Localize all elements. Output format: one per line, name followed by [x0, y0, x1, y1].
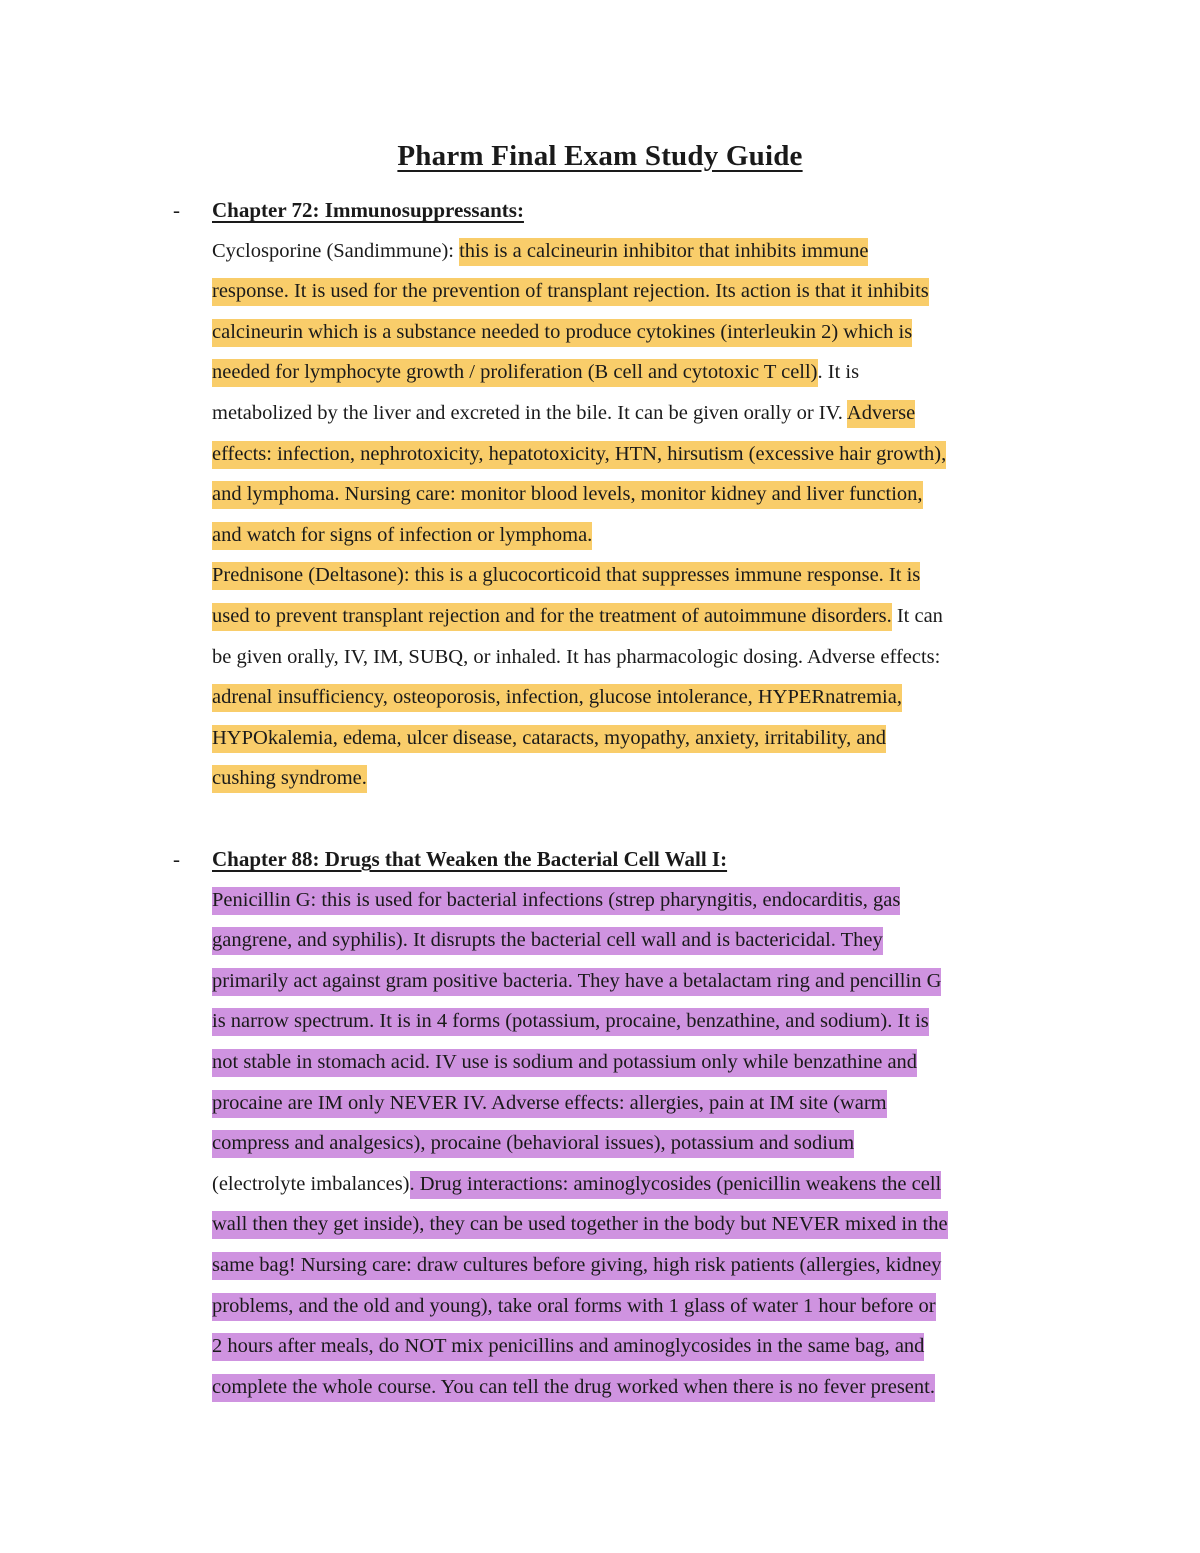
- page-title: Pharm Final Exam Study Guide: [397, 140, 803, 172]
- text-line: [212, 920, 1062, 961]
- highlighted-text: not stable in stomach acid. IV use is sodium and potassium only while benzathine and: [212, 1049, 917, 1077]
- plain-text: metabolized by the liver and excreted in the bile. It can be given orally or IV.: [212, 401, 847, 424]
- text-line: [212, 515, 1062, 556]
- highlighted-text: Prednisone (Deltasone): this is a glucocorticoid that suppresses immune response. It is: [212, 562, 920, 590]
- text-line: [212, 596, 1062, 637]
- highlighted-text: needed for lymphocyte growth / proliferation (B cell and cytotoxic T cell): [212, 359, 818, 387]
- text-line: [212, 1326, 1062, 1367]
- plain-text: (electrolyte imbalances): [212, 1172, 410, 1195]
- text-line: [212, 677, 1062, 718]
- text-line: [212, 1001, 1062, 1042]
- text-line: [212, 393, 1062, 434]
- text-line: [212, 1245, 1062, 1286]
- section-body: [212, 880, 1062, 1408]
- highlighted-text: problems, and the old and young), take oral forms with 1 glass of water 1 hour before or: [212, 1293, 936, 1321]
- highlighted-text: Penicillin G: this is used for bacterial infections (strep pharyngitis, endocarditis, gas: [212, 887, 900, 915]
- highlighted-text: complete the whole course. You can tell the drug worked when there is no fever present.: [212, 1374, 935, 1402]
- highlighted-text: Adverse: [847, 400, 915, 428]
- text-line: [212, 555, 1062, 596]
- text-line: [212, 1042, 1062, 1083]
- text-line: [212, 474, 1062, 515]
- section-body: [212, 231, 1062, 799]
- plain-text: It can: [891, 604, 943, 627]
- highlighted-text: 2 hours after meals, do NOT mix penicillins and aminoglycosides in the same bag, and: [212, 1333, 924, 1361]
- highlighted-text: this is a calcineurin inhibitor that inhibits immune: [459, 238, 868, 266]
- plain-text: Cyclosporine (Sandimmune):: [212, 239, 460, 262]
- highlighted-text: compress and analgesics), procaine (behavioral issues), potassium and sodium: [212, 1130, 854, 1158]
- section-bullet: -: [173, 198, 180, 222]
- highlighted-text: HYPOkalemia, edema, ulcer disease, cataracts, myopathy, anxiety, irritability, and: [212, 725, 886, 753]
- text-line: [212, 312, 1062, 353]
- highlighted-text: same bag! Nursing care: draw cultures before giving, high risk patients (allergies, kidney: [212, 1252, 941, 1280]
- highlighted-text: primarily act against gram positive bacteria. They have a betalactam ring and pencillin G: [212, 968, 941, 996]
- text-line: [212, 880, 1062, 921]
- text-line: [212, 1286, 1062, 1327]
- highlighted-text: wall then they get inside), they can be used together in the body but NEVER mixed in the: [212, 1211, 948, 1239]
- highlighted-text: calcineurin which is a substance needed to produce cytokines (interleukin 2) which is: [212, 319, 912, 347]
- plain-text: . It is: [817, 361, 860, 384]
- highlighted-text: adrenal insufficiency, osteoporosis, infection, glucose intolerance, HYPERnatremia,: [212, 684, 902, 712]
- highlighted-text: used to prevent transplant rejection and for the treatment of autoimmune disorders.: [212, 603, 892, 631]
- text-line: [212, 1123, 1062, 1164]
- highlighted-text: gangrene, and syphilis). It disrupts the bacterial cell wall and is bactericidal. They: [212, 927, 883, 955]
- text-line: [212, 1204, 1062, 1245]
- highlighted-text: effects: infection, nephrotoxicity, hepatotoxicity, HTN, hirsutism (excessive hair growth),: [212, 441, 946, 469]
- section-bullet: -: [173, 847, 180, 871]
- section-heading: Chapter 88: Drugs that Weaken the Bacterial Cell Wall I:: [212, 847, 728, 871]
- text-line: [212, 271, 1062, 312]
- highlighted-text: . Drug interactions: aminoglycosides (penicillin weakens the cell: [410, 1171, 942, 1199]
- highlighted-text: is narrow spectrum. It is in 4 forms (potassium, procaine, benzathine, and sodium). It is: [212, 1008, 929, 1036]
- highlighted-text: cushing syndrome.: [212, 765, 367, 793]
- text-line: [212, 1083, 1062, 1124]
- text-line: [212, 1164, 1062, 1205]
- highlighted-text: procaine are IM only NEVER IV. Adverse effects: allergies, pain at IM site (warm: [212, 1090, 887, 1118]
- text-line: [212, 718, 1062, 759]
- highlighted-text: and watch for signs of infection or lymphoma.: [212, 522, 592, 550]
- text-line: [212, 231, 1062, 272]
- text-line: [212, 637, 1062, 678]
- text-line: [212, 961, 1062, 1002]
- highlighted-text: response. It is used for the prevention of transplant rejection. Its action is that it inhibits: [212, 278, 929, 306]
- section-heading: Chapter 72: Immunosuppressants:: [212, 198, 524, 222]
- text-line: [212, 434, 1062, 475]
- text-line: [212, 1367, 1062, 1408]
- plain-text: be given orally, IV, IM, SUBQ, or inhaled. It has pharmacologic dosing. Adverse effects:: [212, 645, 941, 668]
- text-line: [212, 758, 1062, 799]
- highlighted-text: and lymphoma. Nursing care: monitor blood levels, monitor kidney and liver function,: [212, 481, 923, 509]
- text-line: [212, 352, 1062, 393]
